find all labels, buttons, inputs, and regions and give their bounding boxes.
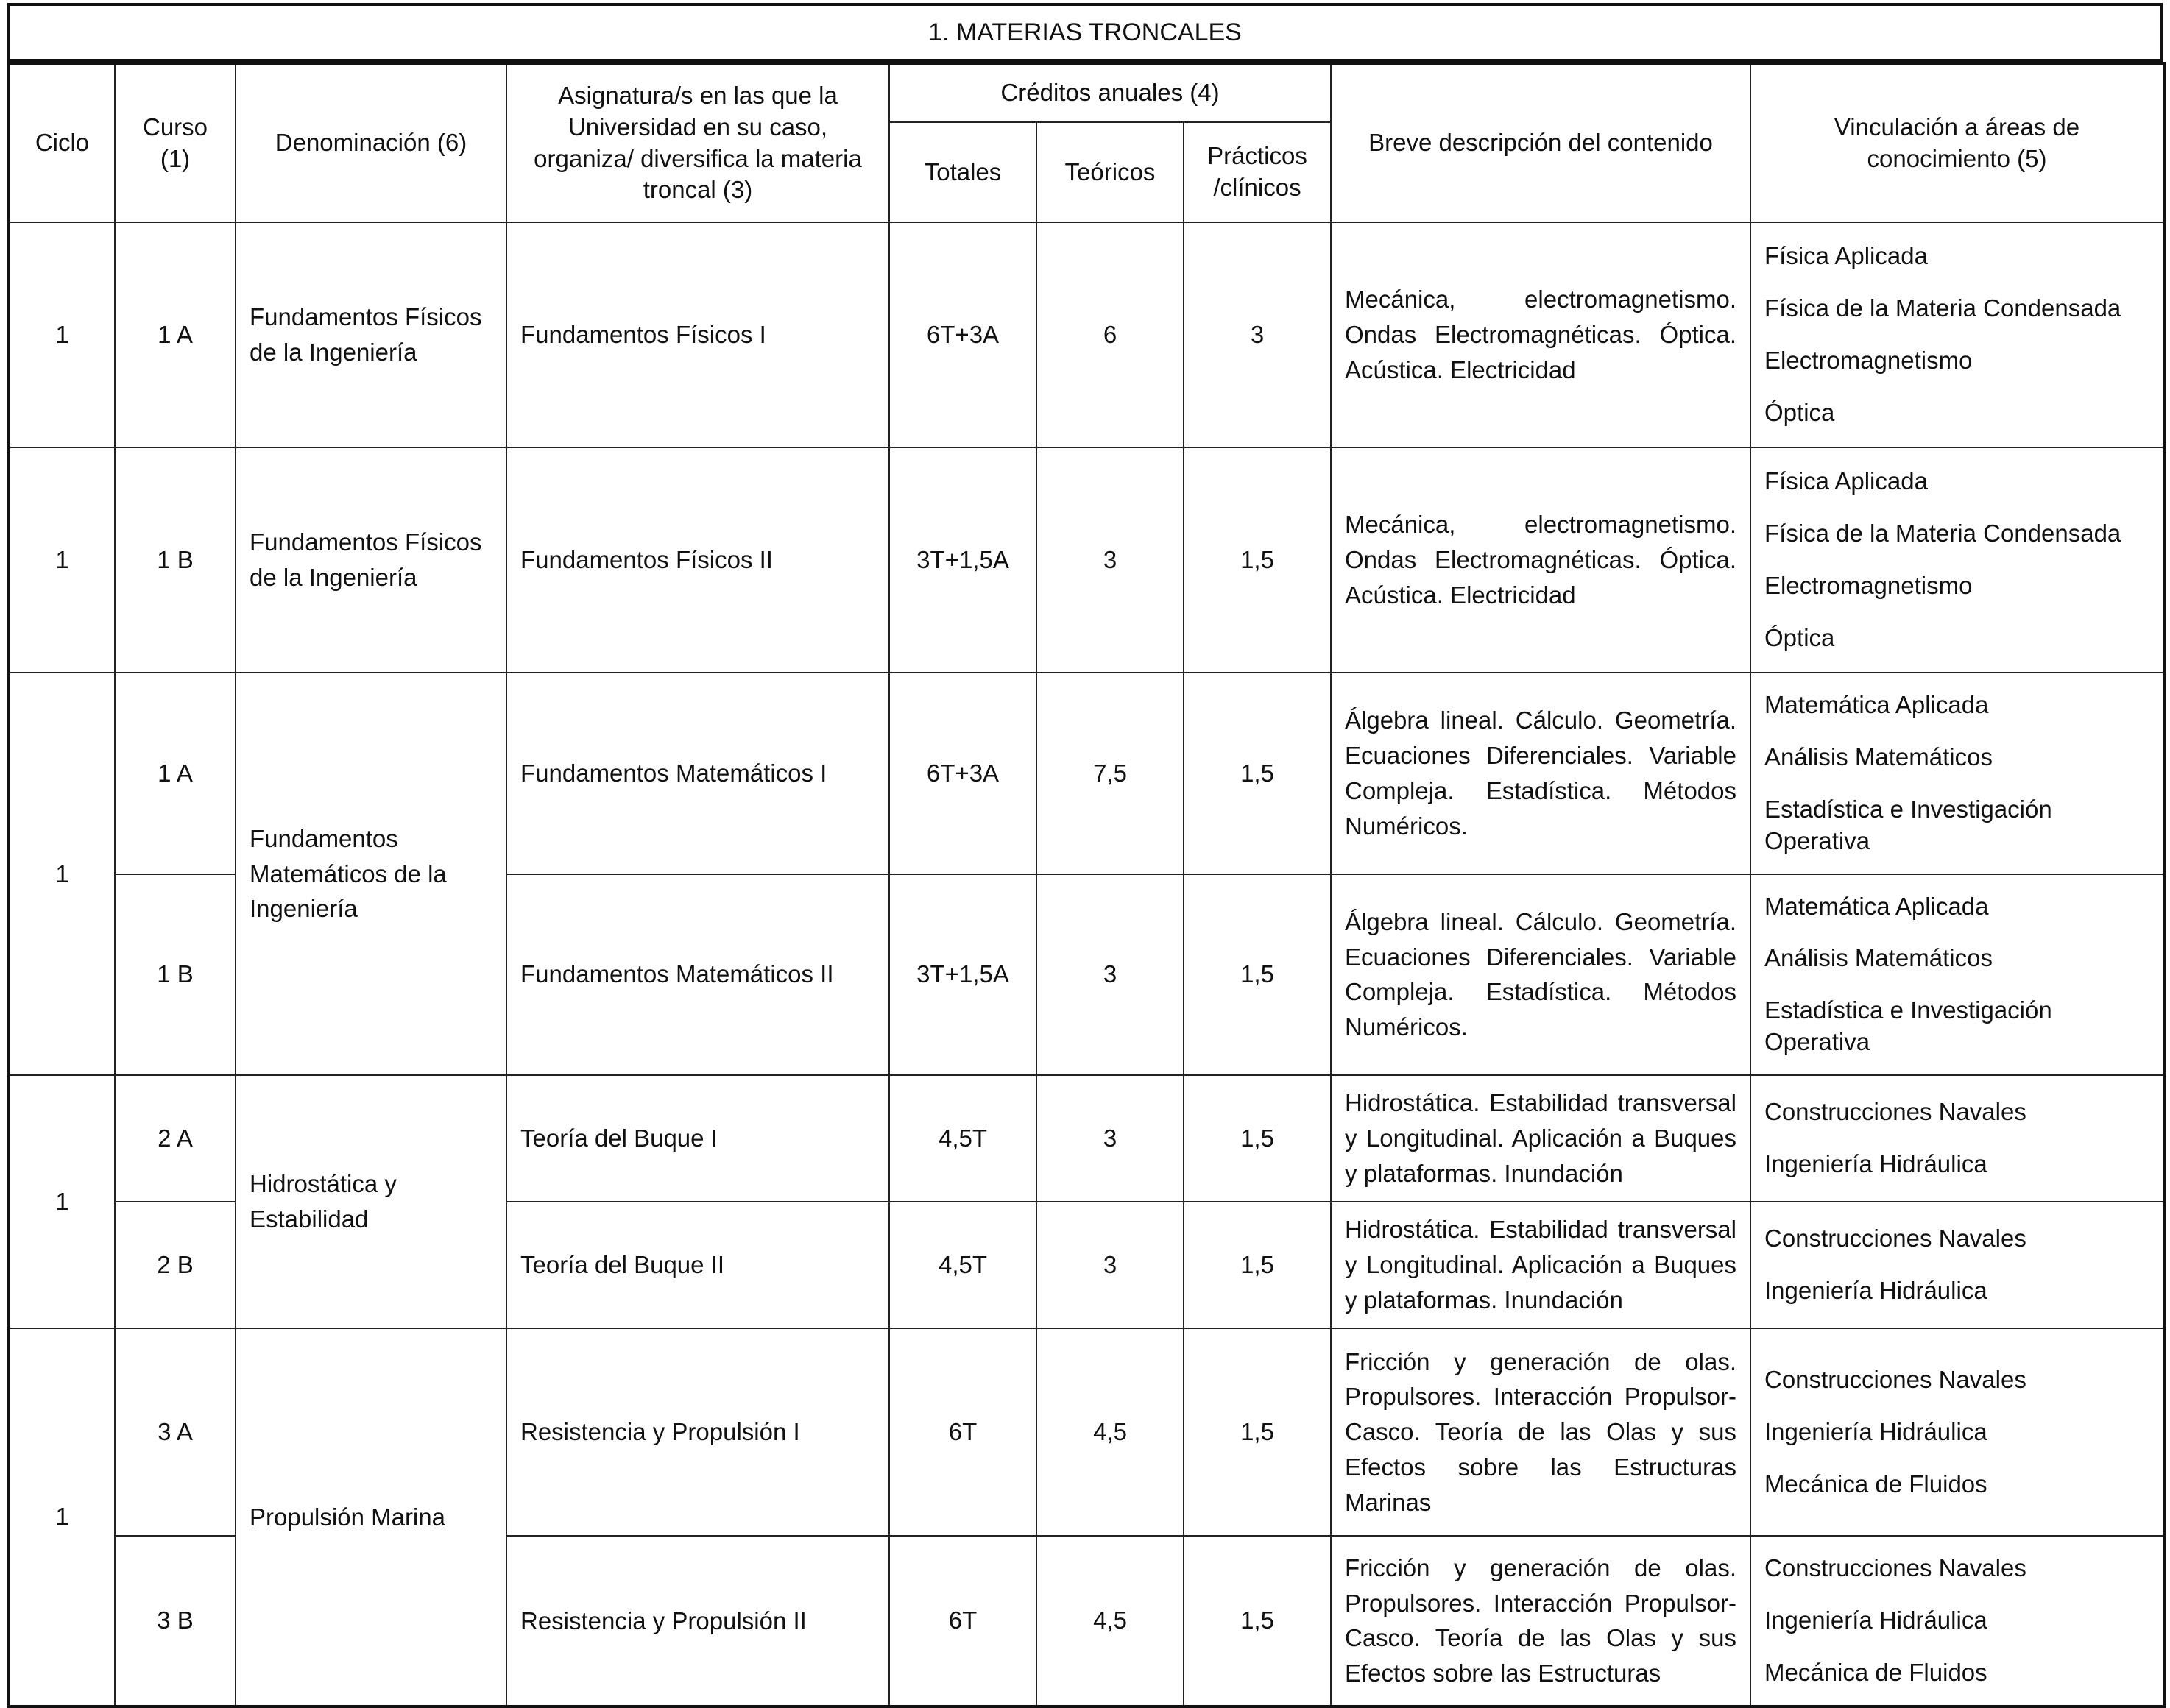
areas-cell <box>1750 874 2164 1076</box>
totales-cell: 3T+1,5A <box>889 874 1036 1076</box>
ciclo-cell: 1 <box>9 1328 115 1707</box>
asignatura-cell: Resistencia y Propulsión II <box>506 1536 889 1707</box>
header-practicos: Prácticos /clínicos <box>1184 122 1331 222</box>
area-item: Matemática Aplicada <box>1764 691 1989 718</box>
asignatura-cell: Fundamentos Matemáticos II <box>506 874 889 1076</box>
asignatura-cell: Teoría del Buque II <box>506 1202 889 1328</box>
areas-cell <box>1750 222 2164 447</box>
practicos-cell: 1,5 <box>1184 1328 1331 1536</box>
ciclo-cell: 1 <box>9 222 115 447</box>
header-denominacion: Denominación (6) <box>236 63 506 222</box>
area-item: Física Aplicada <box>1764 467 1928 495</box>
area-item: Construcciones Navales <box>1764 1225 2026 1252</box>
area-item: Electromagnetismo <box>1764 572 1973 599</box>
table-row <box>9 1075 2164 1202</box>
totales-cell: 4,5T <box>889 1075 1036 1202</box>
area-item: Mecánica de Fluidos <box>1764 1658 1987 1686</box>
curso-cell: 2 B <box>115 1202 236 1328</box>
area-item: Óptica <box>1764 398 1835 426</box>
descripcion-cell: Álgebra lineal. Cálculo. Geometría. Ecuaciones Diferenciales. Variable Compleja. Estadística. Métodos Numéricos. <box>1331 673 1750 874</box>
header-totales: Totales <box>889 122 1036 222</box>
area-item: Física de la Materia Condensada <box>1764 294 2121 322</box>
denominacion-cell: Fundamentos Físicos de la Ingeniería <box>236 447 506 673</box>
totales-cell: 6T+3A <box>889 673 1036 874</box>
area-item: Construcciones Navales <box>1764 1554 2026 1582</box>
practicos-cell: 1,5 <box>1184 1202 1331 1328</box>
area-item: Construcciones Navales <box>1764 1098 2026 1126</box>
areas-cell <box>1750 1536 2164 1707</box>
curso-cell: 3 B <box>115 1536 236 1707</box>
denominacion-cell: Hidrostática y Estabilidad <box>236 1075 506 1328</box>
teoricos-cell: 4,5 <box>1036 1536 1184 1707</box>
ciclo-cell: 1 <box>9 447 115 673</box>
curso-cell: 1 B <box>115 874 236 1076</box>
header-curso: Curso (1) <box>115 63 236 222</box>
teoricos-cell: 4,5 <box>1036 1328 1184 1536</box>
descripcion-cell: Álgebra lineal. Cálculo. Geometría. Ecuaciones Diferenciales. Variable Compleja. Estadística. Métodos Numéricos. <box>1331 874 1750 1076</box>
denominacion-cell: Fundamentos Matemáticos de la Ingeniería <box>236 673 506 1075</box>
table-row <box>9 1328 2164 1536</box>
area-item: Óptica <box>1764 623 1835 651</box>
totales-cell: 6T <box>889 1328 1036 1536</box>
teoricos-cell: 3 <box>1036 1202 1184 1328</box>
totales-cell: 6T <box>889 1536 1036 1707</box>
teoricos-cell: 6 <box>1036 222 1184 447</box>
materias-troncales-table <box>7 62 2166 1708</box>
header-asignatura: Asignatura/s en las que la Universidad en su caso, organiza/ diversifica la materia troncal (3) <box>506 63 889 222</box>
table-title: 1. MATERIAS TRONCALES <box>7 3 2163 62</box>
teoricos-cell: 3 <box>1036 447 1184 673</box>
area-item: Construcciones Navales <box>1764 1365 2026 1393</box>
practicos-cell: 1,5 <box>1184 874 1331 1076</box>
practicos-cell: 1,5 <box>1184 447 1331 673</box>
descripcion-cell: Fricción y generación de olas. Propulsores. Interacción Propulsor-Casco. Teoría de las Olas y sus Efectos sobre las Estructuras <box>1331 1536 1750 1707</box>
table-row <box>9 447 2164 673</box>
area-item: Ingeniería Hidráulica <box>1764 1150 1987 1178</box>
descripcion-cell: Mecánica, electromagnetismo. Ondas Electromagnéticas. Óptica. Acústica. Electricidad <box>1331 222 1750 447</box>
header-creditos: Créditos anuales (4) <box>889 63 1331 122</box>
asignatura-cell: Resistencia y Propulsión I <box>506 1328 889 1536</box>
practicos-cell: 1,5 <box>1184 673 1331 874</box>
area-item: Análisis Matemáticos <box>1764 944 1993 972</box>
area-item: Análisis Matemáticos <box>1764 743 1993 770</box>
header-vinculacion: Vinculación a áreas de conocimiento (5) <box>1750 63 2164 222</box>
descripcion-cell: Hidrostática. Estabilidad transversal y Longitudinal. Aplicación a Buques y plataformas. Inundación <box>1331 1202 1750 1328</box>
area-item: Física de la Materia Condensada <box>1764 520 2121 548</box>
practicos-cell: 1,5 <box>1184 1075 1331 1202</box>
asignatura-cell: Teoría del Buque I <box>506 1075 889 1202</box>
asignatura-cell: Fundamentos Físicos I <box>506 222 889 447</box>
teoricos-cell: 3 <box>1036 874 1184 1076</box>
area-item: Ingeniería Hidráulica <box>1764 1277 1987 1305</box>
descripcion-cell: Hidrostática. Estabilidad transversal y Longitudinal. Aplicación a Buques y plataformas. Inundación <box>1331 1075 1750 1202</box>
asignatura-cell: Fundamentos Físicos II <box>506 447 889 673</box>
denominacion-cell: Fundamentos Físicos de la Ingeniería <box>236 222 506 447</box>
areas-cell <box>1750 1202 2164 1328</box>
area-item: Ingeniería Hidráulica <box>1764 1606 1987 1634</box>
ciclo-cell: 1 <box>9 673 115 1075</box>
descripcion-cell: Mecánica, electromagnetismo. Ondas Electromagnéticas. Óptica. Acústica. Electricidad <box>1331 447 1750 673</box>
header-ciclo: Ciclo <box>9 63 115 222</box>
area-item: Mecánica de Fluidos <box>1764 1470 1987 1498</box>
asignatura-cell: Fundamentos Matemáticos I <box>506 673 889 874</box>
curso-cell: 1 A <box>115 673 236 874</box>
denominacion-cell: Propulsión Marina <box>236 1328 506 1707</box>
area-item: Ingeniería Hidráulica <box>1764 1417 1987 1445</box>
areas-cell <box>1750 673 2164 874</box>
teoricos-cell: 3 <box>1036 1075 1184 1202</box>
areas-cell <box>1750 1075 2164 1202</box>
areas-cell <box>1750 1328 2164 1536</box>
ciclo-cell: 1 <box>9 1075 115 1328</box>
area-item: Electromagnetismo <box>1764 347 1973 374</box>
table-row <box>9 222 2164 447</box>
totales-cell: 3T+1,5A <box>889 447 1036 673</box>
practicos-cell: 3 <box>1184 222 1331 447</box>
area-item: Matemática Aplicada <box>1764 892 1989 920</box>
area-item: Física Aplicada <box>1764 242 1928 270</box>
curso-cell: 2 A <box>115 1075 236 1202</box>
areas-cell <box>1750 447 2164 673</box>
area-item: Estadística e Investigación Operativa <box>1764 795 2052 854</box>
curso-cell: 3 A <box>115 1328 236 1536</box>
header-teoricos: Teóricos <box>1036 122 1184 222</box>
teoricos-cell: 7,5 <box>1036 673 1184 874</box>
area-item: Estadística e Investigación Operativa <box>1764 996 2052 1056</box>
totales-cell: 4,5T <box>889 1202 1036 1328</box>
header-descripcion: Breve descripción del contenido <box>1331 63 1750 222</box>
curso-cell: 1 A <box>115 222 236 447</box>
table-row <box>9 673 2164 874</box>
descripcion-cell: Fricción y generación de olas. Propulsores. Interacción Propulsor-Casco. Teoría de las Olas y sus Efectos sobre las Estructuras Marinas <box>1331 1328 1750 1536</box>
totales-cell: 6T+3A <box>889 222 1036 447</box>
curso-cell: 1 B <box>115 447 236 673</box>
practicos-cell: 1,5 <box>1184 1536 1331 1707</box>
